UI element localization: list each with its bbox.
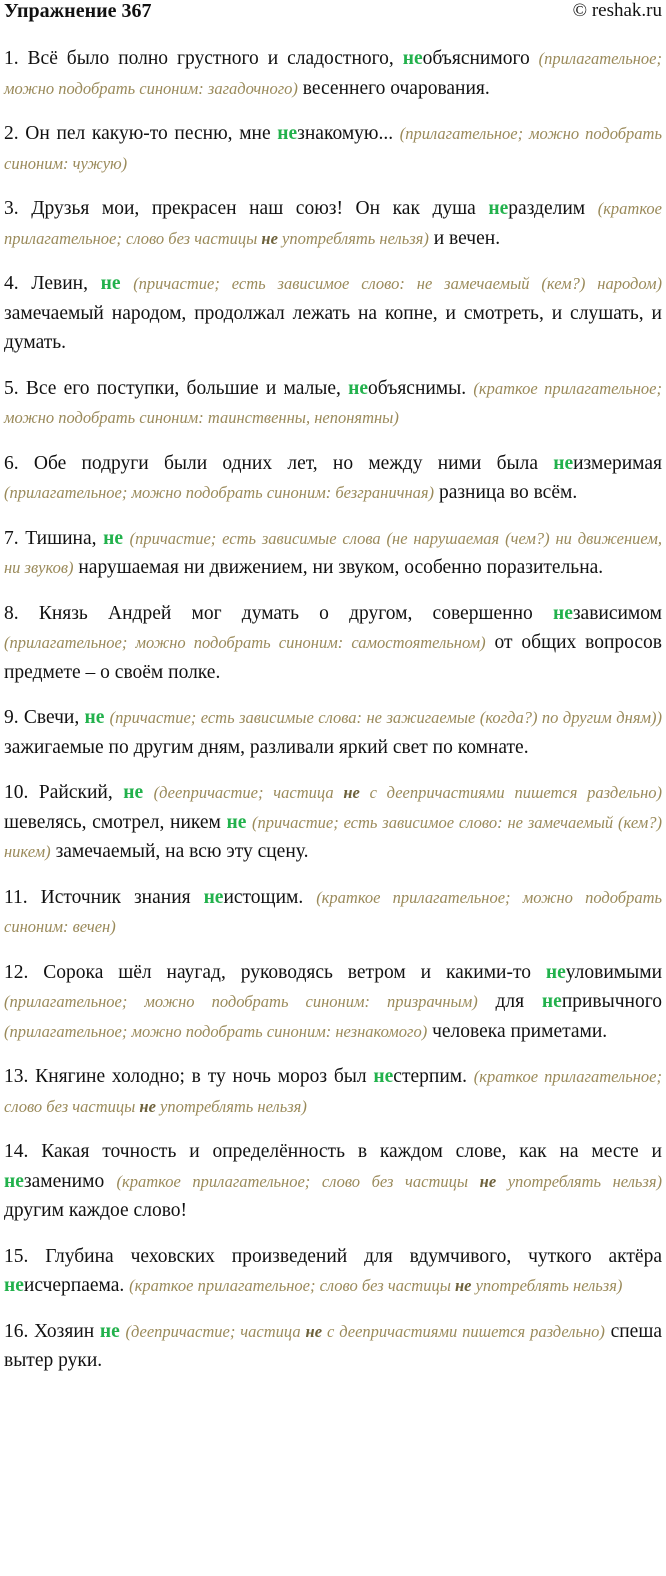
sentence-item: [4, 269, 662, 358]
grammar-note: [4, 483, 434, 502]
sentence-text: 11. Источник знания: [4, 886, 204, 908]
sentence-text: 1. Всё было полно грустного и сладостного,: [4, 48, 403, 69]
sentence-text: 10. Райский,: [4, 782, 124, 803]
sentence-text: замечаемый народом, продолжал лежать на копне, и смотреть, и слушать, и думать.: [4, 302, 662, 353]
sentence-text: 9. Свечи,: [4, 707, 85, 728]
sentence-item: [4, 374, 662, 433]
note-text: с деепричастиями пишется раздельно): [359, 783, 662, 802]
grammar-note: [4, 992, 478, 1011]
sentence-text: нарушаемая ни движением, ни звуком, особенно поразительна.: [73, 557, 604, 578]
sentence-text: объяснимого: [422, 48, 539, 69]
sentence-item: [4, 703, 662, 762]
sentence-item: [4, 44, 662, 103]
note-ne-highlight: не: [305, 1321, 323, 1341]
note-text: (краткое прилагательное; слово без частицы: [116, 1171, 480, 1191]
sentence-text: 14. Какая точность и определённость в каждом слове, как на месте и: [4, 1141, 662, 1162]
note-ne-highlight: не: [139, 1096, 156, 1116]
note-text: (краткое прилагательное; можно подобрать синоним: вечен): [4, 887, 663, 936]
ne-particle: не: [103, 527, 123, 549]
note-ne-highlight: не: [479, 1171, 497, 1191]
ne-particle: не: [348, 377, 369, 399]
note-text: (прилагательное; можно подобрать синоним: призрачным): [4, 992, 478, 1011]
sentence-text: шевелясь, смотрел, никем: [4, 811, 227, 833]
ne-particle: не: [4, 1275, 24, 1296]
sentence-text: [121, 273, 134, 294]
sentence-text: стерпим.: [393, 1066, 474, 1087]
sentence-text: привычного: [561, 991, 662, 1012]
sentence-text: для: [477, 991, 542, 1012]
ne-particle: не: [84, 707, 105, 728]
sentence-text: исчерпаема.: [23, 1275, 130, 1296]
note-text: (причастие; есть зависимые слова (не нарушаемая (чем?) ни движением, ни звуков): [4, 528, 662, 577]
note-ne-highlight: не: [261, 228, 278, 248]
sentence-item: [4, 599, 662, 688]
sentence-text: и вечен.: [428, 227, 501, 249]
sentence-text: 5. Все его поступки, большие и малые,: [4, 377, 349, 399]
note-text: (краткое прилагательное; слово без частицы: [129, 1276, 455, 1295]
ne-particle: не: [488, 198, 509, 219]
sentence-item: [4, 1317, 662, 1376]
note-text: употреблять нельзя): [277, 228, 429, 248]
grammar-note: [117, 1172, 662, 1191]
sentence-text: замечаемый, на всю эту сцену.: [50, 841, 309, 862]
exercise-title: Упражнение 367: [4, 0, 152, 22]
grammar-note: [133, 274, 662, 293]
sentence-item: [4, 1137, 662, 1226]
sentence-text: другим каждое слово!: [4, 1200, 188, 1221]
ne-particle: не: [552, 602, 573, 624]
sentence-text: от общих вопросов предмете – о своём полке.: [4, 632, 663, 683]
ne-particle: не: [373, 1066, 394, 1087]
ne-particle: не: [123, 782, 144, 803]
note-text: (деепричастие; частица: [125, 1321, 306, 1341]
note-text: (краткое прилагательное; можно подобрать синоним: таинственны, непонятны): [4, 378, 662, 427]
grammar-note: [4, 1022, 427, 1041]
note-text: (прилагательное; можно подобрать синоним: загадочного): [4, 49, 662, 98]
ne-particle: не: [100, 273, 121, 294]
note-ne-highlight: не: [343, 783, 360, 802]
sentence-text: зажигаемые по другим дням, разливали яркий свет по комнате.: [4, 736, 529, 758]
sentence-text: 6. Обе подруги были одних лет, но между ними была: [4, 452, 554, 474]
sentence-text: зависимом: [572, 602, 662, 624]
sentence-text: 7. Тишина,: [4, 527, 104, 549]
ne-particle: не: [203, 886, 224, 908]
note-text: (краткое прилагательное; слово без частицы: [4, 199, 663, 248]
ne-particle: не: [99, 1320, 120, 1342]
exercise-body: [4, 44, 662, 1392]
sentence-item: [4, 119, 662, 178]
sentence-text: 12. Сорока шёл наугад, руководясь ветром и какими-то: [4, 961, 546, 983]
sentence-text: [123, 528, 130, 549]
note-text: (краткое прилагательное; слово без частицы: [4, 1067, 663, 1116]
ne-particle: не: [541, 991, 562, 1012]
grammar-note: [4, 633, 486, 652]
sentence-text: [143, 782, 154, 803]
sentence-text: весеннего очарования.: [297, 77, 490, 99]
sentence-item: [4, 1242, 662, 1301]
sentence-item: [4, 449, 662, 508]
sentence-text: объяснимы.: [368, 377, 474, 399]
sentence-text: 2. Он пел какую-то песню, мне: [4, 123, 278, 144]
page-header: [0, 0, 666, 30]
note-text: (прилагательное; можно подобрать синоним: безграничная): [4, 483, 435, 502]
note-text: (деепричастие; частица: [153, 783, 344, 802]
note-text: (прилагательное; можно подобрать синоним: незнакомого): [4, 1021, 428, 1041]
note-text: (прилагательное; можно подобрать синоним: чужую): [4, 124, 662, 173]
sentence-text: спеша вытер руки.: [4, 1320, 662, 1371]
grammar-note: [110, 708, 662, 727]
sentence-text: 13. Княгине холодно; в ту ночь мороз был: [4, 1066, 374, 1087]
sentence-item: [4, 194, 662, 253]
sentence-text: знакомую...: [297, 123, 400, 144]
grammar-note: [125, 1322, 604, 1341]
note-text: употреблять нельзя): [496, 1171, 662, 1191]
ne-particle: не: [277, 123, 298, 144]
ne-particle: не: [553, 452, 574, 474]
sentence-text: истощим.: [223, 886, 317, 908]
sentence-text: 3. Друзья мои, прекрасен наш союз! Он как душа: [4, 198, 489, 219]
ne-particle: не: [226, 811, 247, 833]
note-text: с деепричастиями пишется раздельно): [322, 1321, 605, 1341]
note-text: употреблять нельзя): [155, 1096, 307, 1116]
sentence-text: человека приметами.: [427, 1020, 608, 1042]
sentence-item: [4, 883, 662, 942]
sentence-text: разделим: [508, 198, 598, 219]
sentence-item: [4, 1062, 662, 1121]
sentence-item: [4, 778, 662, 867]
sentence-text: уловимыми: [565, 961, 662, 983]
sentence-item: [4, 524, 662, 583]
sentence-text: 8. Князь Андрей мог думать о другом, совершенно: [4, 602, 553, 624]
sentence-text: 4. Левин,: [4, 273, 101, 294]
site-credit: © reshak.ru: [572, 0, 662, 21]
ne-particle: не: [4, 1170, 24, 1192]
ne-particle: не: [402, 48, 423, 69]
sentence-text: измеримая: [573, 452, 662, 474]
ne-particle: не: [545, 961, 566, 983]
note-text: (прилагательное; можно подобрать синоним: самостоятельном): [4, 633, 486, 652]
sentence-item: [4, 958, 662, 1047]
note-text: (причастие; есть зависимое слово: не замечаемый (кем?) народом): [133, 274, 663, 293]
note-text: (причастие; есть зависимые слова: не зажигаемые (когда?) по другим дням)): [109, 708, 663, 727]
sentence-text: заменимо: [23, 1170, 117, 1192]
sentence-text: 16. Хозяин: [4, 1320, 100, 1342]
sentence-text: 15. Глубина чеховских произведений для вдумчивого, чуткого актёра: [4, 1245, 662, 1267]
grammar-note: [129, 1276, 622, 1295]
note-ne-highlight: не: [455, 1276, 472, 1295]
note-text: (причастие; есть зависимое слово: не замечаемый (кем?) никем): [4, 812, 663, 861]
note-text: употреблять нельзя): [471, 1276, 623, 1295]
sentence-text: разница во всём.: [434, 482, 578, 503]
grammar-note: [154, 783, 662, 802]
